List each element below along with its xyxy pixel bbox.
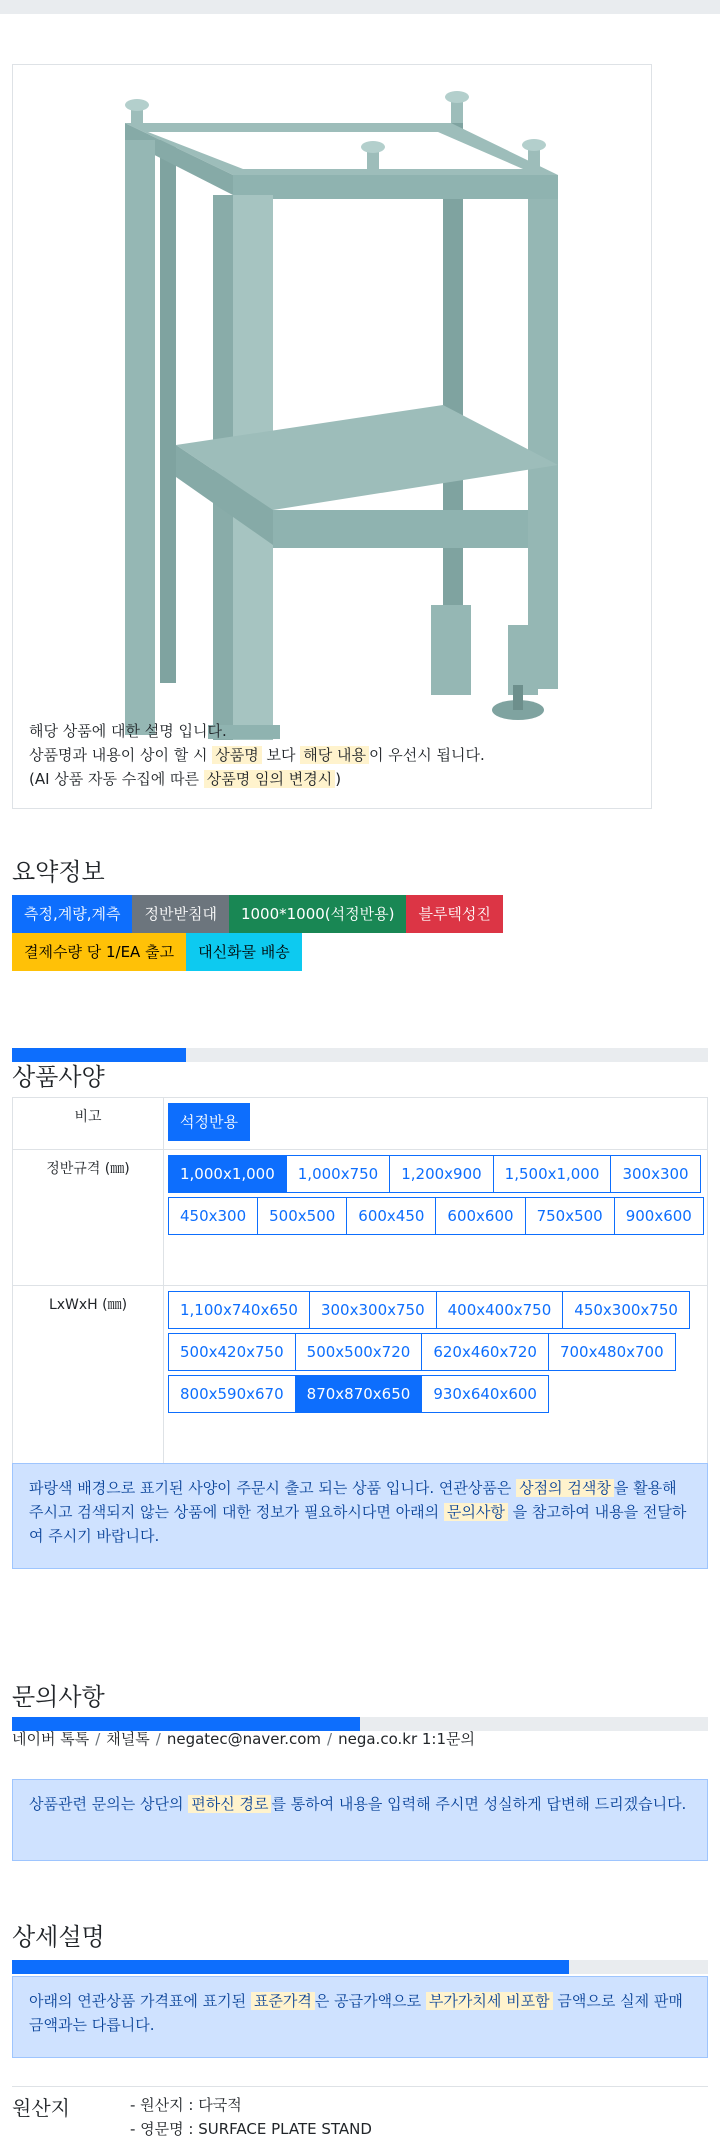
spec-option-button[interactable]: 500x420x750 [168,1333,296,1371]
spec-options [164,1098,708,1150]
origin-label: 원산지 [12,2096,70,2120]
spec-option-button[interactable]: 930x640x600 [421,1375,549,1413]
inquiry-notice: 상품관련 문의는 상단의 편하신 경로 를 통하여 내용을 입력해 주시면 성실하게 답변해 드리겠습니다. [12,1779,708,1861]
spec-options [164,1286,708,1464]
caption-line-3: (AI 상품 자동 수집에 따른 상품명 임의 변경시 ) [29,770,342,788]
summary-badge: 대신화물 배송 [186,933,302,971]
summary-badge: 블루텍성진 [406,895,502,933]
summary-title: 요약정보 [12,858,105,886]
top-bar [0,0,720,14]
spec-row-plate-size [13,1150,708,1286]
origin-values [130,2093,372,2141]
spec-option-button[interactable]: 800x590x670 [168,1375,296,1413]
contact-site-inquiry[interactable]: nega.co.kr 1:1문의 [338,1730,475,1748]
spec-option-button[interactable]: 500x500 [257,1197,347,1235]
spec-option-button[interactable]: 450x300x750 [562,1291,690,1329]
spec-option-button[interactable]: 500x500x720 [295,1333,423,1371]
spec-option-button[interactable]: 300x300x750 [309,1291,437,1329]
product-image [13,65,653,810]
detail-title: 상세설명 [12,1923,105,1951]
summary-badges [12,895,612,971]
spec-row-label: 정반규격 (㎜) [13,1150,164,1286]
origin-english-name: - 영문명 : SURFACE PLATE STAND [130,2120,372,2138]
summary-badge: 1000*1000(석정반용) [229,895,407,933]
spec-option-button[interactable]: 700x480x700 [548,1333,676,1371]
spec-table [12,1097,708,1464]
spec-option-button[interactable]: 1,000x750 [286,1155,390,1193]
spec-option-button[interactable]: 400x400x750 [436,1291,564,1329]
spec-progress-fill [12,1048,186,1062]
spec-row-label: 비고 [13,1098,164,1150]
detail-progress-fill [12,1960,569,1974]
detail-progress [12,1960,708,1974]
contact-channel-talk[interactable]: 채널톡 [106,1730,150,1748]
image-caption [29,719,485,791]
spec-option-button[interactable]: 1,000x1,000 [168,1155,287,1193]
origin-country: - 원산지 : 다국적 [130,2096,242,2114]
detail-notice: 아래의 연관상품 가격표에 표기된 표준가격 은 공급가액으로 부가가치세 비포함 금액으로 실제 판매금액과는 다릅니다. [12,1976,708,2058]
caption-line-2: 상품명과 내용이 상이 할 시 상품명 보다 해당 내용 이 우선시 됩니다. [29,746,485,764]
inquiry-title: 문의사항 [12,1683,105,1711]
origin-divider [12,2086,708,2087]
spec-option-button[interactable]: 870x870x650 [295,1375,423,1413]
spec-option-button[interactable]: 450x300 [168,1197,258,1235]
spec-option-button[interactable]: 1,100x740x650 [168,1291,310,1329]
product-image-box [12,64,652,809]
contact-breadcrumb: 네이버 톡톡 / 채널톡 / negatec@naver.com / nega.co.kr 1:1문의 [12,1730,475,1748]
spec-row-note [13,1098,708,1150]
spec-notice: 파랑색 배경으로 표기된 사양이 주문시 출고 되는 상품 입니다. 연관상품은 상점의 검색창 을 활용해 주시고 검색되지 않는 상품에 대한 정보가 필요하시다면 아래의 문의사항 을 참고하여 내용을 전달하여 주시기 바랍니다. [12,1463,708,1569]
spec-row-dimensions [13,1286,708,1464]
spec-option-button[interactable]: 750x500 [525,1197,615,1235]
spec-option-button[interactable]: 300x300 [610,1155,700,1193]
spec-option-button[interactable]: 1,200x900 [389,1155,493,1193]
summary-badge: 측정,계량,계측 [12,895,132,933]
contact-naver-talk[interactable]: 네이버 톡톡 [12,1730,90,1748]
spec-option-button[interactable]: 900x600 [614,1197,704,1235]
spec-option-button[interactable]: 600x600 [435,1197,525,1235]
contact-email[interactable]: negatec@naver.com [166,1730,322,1748]
summary-badge: 정반받침대 [132,895,228,933]
spec-option-button[interactable]: 600x450 [346,1197,436,1235]
summary-badge: 결제수량 당 1/EA 출고 [12,933,186,971]
caption-line-1: 해당 상품에 대한 설명 입니다. [29,722,227,740]
spec-option-button[interactable]: 석정반용 [168,1103,250,1141]
spec-option-button[interactable]: 1,500x1,000 [493,1155,612,1193]
spec-title: 상품사양 [12,1063,105,1091]
spec-options [164,1150,708,1286]
spec-option-button[interactable]: 620x460x720 [421,1333,549,1371]
spec-row-label: LxWxH (㎜) [13,1286,164,1464]
spec-progress [12,1048,708,1062]
